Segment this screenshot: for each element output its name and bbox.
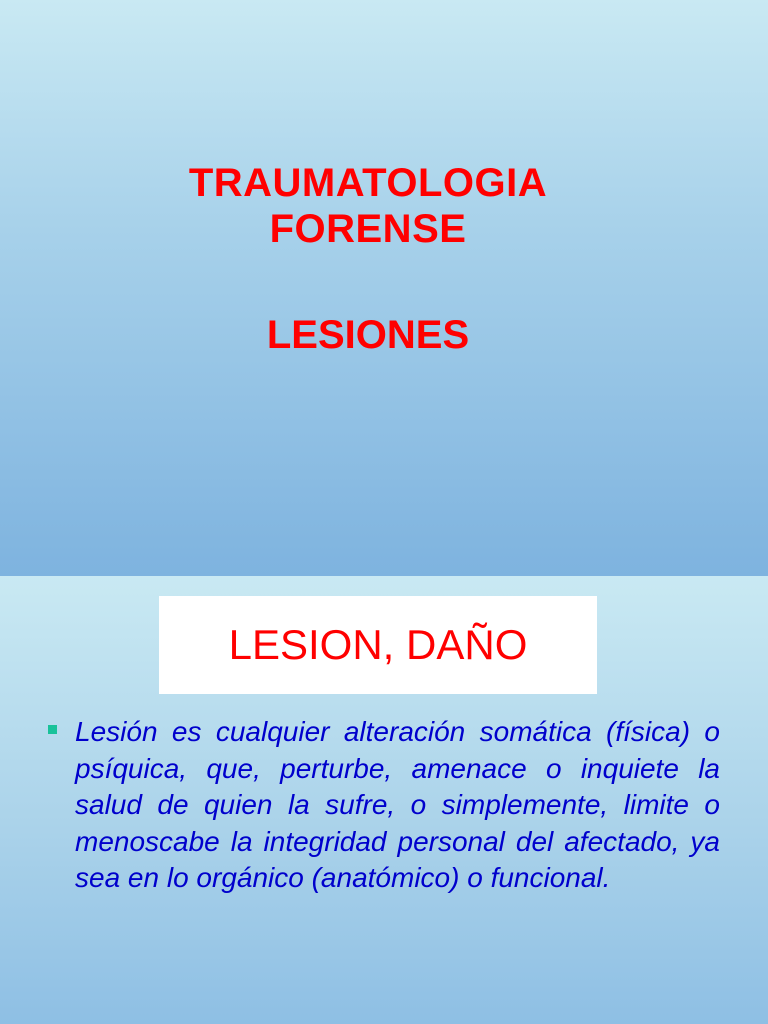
heading-box — [159, 596, 597, 694]
content-slide — [0, 576, 768, 1024]
title-line-1: TRAUMATOLOGIA — [188, 161, 548, 205]
bullet-text: Lesión es cualquier alteración somática (física) o psíquica, que, perturbe, amenace o inquiete la salud de quien la sufre, o simplemente, limite o menoscabe la integridad personal del afectado, ya sea en lo orgánico (anatómico) o funcional. — [75, 716, 720, 893]
bullet-item — [48, 714, 720, 897]
slide-subtitle: LESIONES — [266, 313, 470, 357]
title-line-2: FORENSE — [269, 207, 467, 251]
square-bullet-icon — [48, 725, 57, 734]
slide-heading: LESION, DAÑO — [228, 621, 528, 668]
slide-title — [0, 160, 736, 252]
